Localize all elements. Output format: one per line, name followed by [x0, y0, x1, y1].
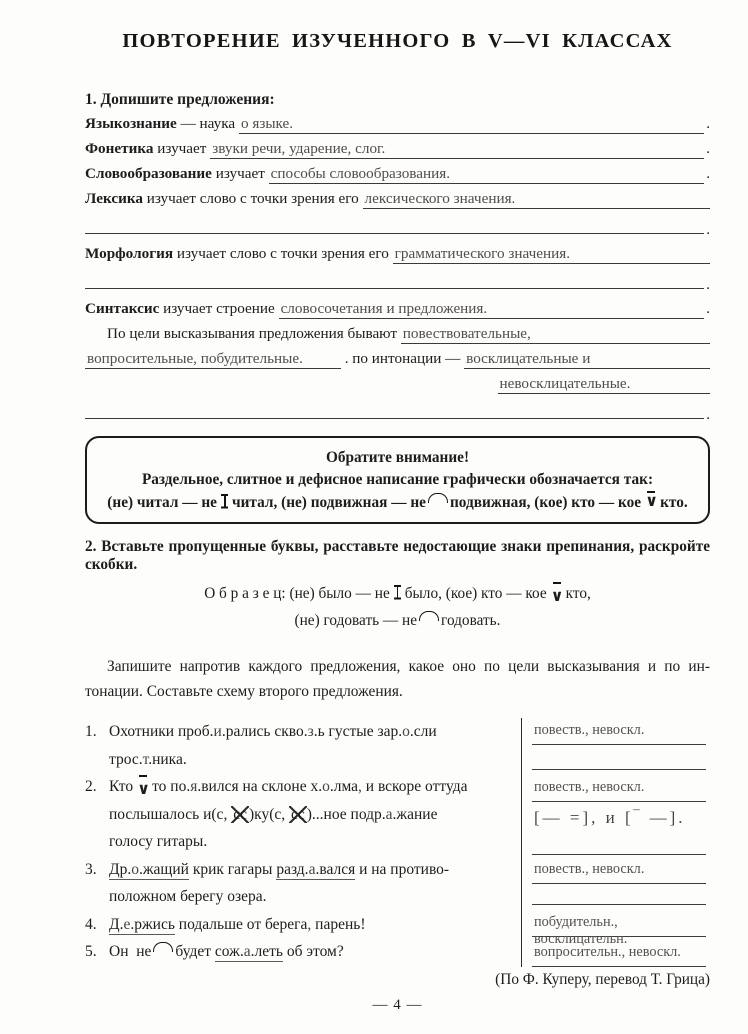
notice-title: Обратите внимание! — [325, 449, 470, 466]
handwritten-letter: е — [123, 915, 131, 933]
handwritten-letter: т — [142, 750, 149, 768]
handwritten-letter: о — [131, 860, 139, 878]
line-end-period: . — [706, 165, 710, 182]
answer-text: повеств., невоскл. — [532, 779, 706, 802]
term-text: Лексика — [85, 190, 143, 207]
printed-text: .ь густые зар. — [313, 723, 403, 740]
printed-text: изучает — [153, 140, 211, 157]
fill-in-answer-line: грамматического значения. — [393, 245, 710, 264]
printed-text: (не) читал — не — [107, 494, 217, 511]
printed-text: О б р а з е ц: (не) было — не — [204, 585, 390, 602]
instruction-line2: тонации. Составьте схему второго предложения. — [85, 683, 403, 700]
fused-mark-icon — [419, 611, 439, 621]
instruction-paragraph — [85, 654, 710, 704]
answer-text: повеств., невоскл. — [532, 722, 706, 745]
hyphen-mark-icon — [643, 493, 658, 511]
sample-line1 — [85, 580, 710, 607]
crossed-out-letters: сс — [233, 805, 247, 823]
handwritten-letter: я — [190, 778, 198, 795]
hyphen-mark-icon — [135, 777, 150, 795]
printed-text: и на противо- — [355, 860, 450, 878]
printed-text: голосу гитары. — [109, 833, 208, 850]
handwritten-letter: и — [213, 723, 222, 740]
sentence-text — [109, 718, 521, 773]
printed-text: Др. — [109, 860, 132, 878]
sentence-number: 5. — [85, 943, 97, 960]
page-title: ПОВТОРЕНИЕ ИЗУЧЕННОГО В V—VI КЛАССАХ — [122, 30, 673, 52]
line-end-period: . — [706, 221, 710, 238]
printed-text: изучает строение — [159, 300, 279, 317]
sentence-number: 1. — [85, 723, 97, 740]
fill-in-answer-line: способы словообразования. — [269, 165, 705, 184]
blank-answer-line — [532, 887, 706, 905]
sentence-item — [85, 856, 521, 911]
printed-text: трос. — [109, 750, 143, 768]
printed-text: .рались скво. — [221, 723, 308, 740]
printed-text: .сли — [409, 723, 437, 740]
printed-text: будет — [175, 943, 215, 960]
task1-line — [85, 350, 710, 369]
printed-text: Кто — [109, 778, 134, 795]
fill-in-answer-line — [85, 400, 704, 419]
fill-in-answer-line — [85, 215, 704, 234]
term-text: Морфология — [85, 245, 174, 262]
term-text: Синтаксис — [85, 300, 160, 317]
printed-text: разд. — [276, 860, 309, 878]
printed-text: подвижная, (кое) кто — кое — [449, 494, 642, 511]
answer-text: повеств., невоскл. — [532, 861, 706, 884]
task1-line — [85, 270, 710, 294]
fill-in-answer-line: восклицательные и — [464, 350, 710, 369]
printed-text: Охотники проб. — [109, 723, 214, 740]
sentence-text — [109, 773, 521, 856]
crossed-out-letters: сс — [290, 805, 305, 823]
fused-mark-icon — [428, 493, 448, 503]
printed-text: )...ное подр. — [306, 805, 386, 823]
printed-text: и вскоре оттуда — [361, 778, 468, 795]
line-end-period: . — [706, 115, 710, 132]
fill-in-answer-line: словосочетания и предложения. — [279, 300, 705, 319]
handwritten-letter: , — [307, 915, 312, 933]
task2-heading-line2: скобки. — [85, 556, 138, 573]
sample-line2 — [85, 607, 710, 634]
blank-answer-line — [532, 752, 706, 770]
printed-text: то по. — [152, 778, 191, 795]
line-end-period: . — [706, 406, 710, 423]
task1-line — [85, 115, 710, 134]
printed-text: изучает слово с точки зрения его — [173, 245, 393, 262]
sentence-item — [85, 718, 521, 773]
printed-text: об этом? — [282, 943, 344, 960]
task1-line — [85, 400, 710, 424]
notice-example — [97, 493, 698, 512]
sample-block — [85, 580, 710, 634]
notice-subtitle: Раздельное, слитное и дефисное написание графически обозначается так: — [141, 471, 654, 488]
handwritten-letter: а — [308, 860, 316, 878]
printed-text: кто. — [660, 494, 688, 511]
handwritten-letter: з — [307, 723, 314, 740]
sentence-item — [85, 911, 521, 939]
task2-heading-line1: 2. Вставьте пропущенные буквы, расставьте недостающие знаки препинания, раскройте — [85, 538, 710, 555]
printed-text: кто, — [565, 585, 591, 602]
fill-in-answer-line: повествовательные, — [401, 325, 710, 344]
handwritten-letter: , — [358, 778, 362, 795]
fill-in-answer-line: невосклицательные. — [498, 375, 711, 394]
task1-lines — [85, 115, 710, 424]
handwritten-letter: а — [243, 943, 251, 960]
instruction-line1: Запишите напротив каждого предложения, какое оно по цели высказывания и по ин- — [107, 658, 710, 675]
printed-text: .жащий — [138, 860, 189, 878]
task1-line — [85, 140, 710, 159]
source-credit: (По Ф. Куперу, перевод Т. Грица) — [495, 971, 710, 988]
printed-text: подальше от берега — [174, 915, 308, 933]
printed-text: крик гагары — [188, 860, 277, 878]
printed-text: парень! — [311, 915, 366, 933]
printed-text: положном берегу озера. — [109, 888, 267, 905]
printed-text: .ржись — [130, 915, 175, 933]
blank-answer-line — [532, 837, 706, 855]
separate-mark-icon — [392, 584, 403, 601]
task1-line — [85, 215, 710, 239]
sentence-number: 4. — [85, 915, 97, 933]
printed-text: — наука — [176, 115, 239, 132]
printed-text: . по интонации — — [340, 350, 465, 367]
term-text: Языкознание — [85, 115, 177, 132]
sentence-item — [85, 938, 521, 966]
sentence-list — [85, 718, 521, 967]
sentence-text — [109, 911, 521, 939]
printed-text: .вался — [315, 860, 356, 878]
handwritten-letter: а — [385, 805, 393, 823]
printed-text: .жание — [392, 805, 438, 823]
answer-text: вопросительн., невоскл. — [532, 944, 706, 967]
exercise-area — [85, 718, 710, 967]
printed-text: сож. — [214, 943, 244, 960]
printed-text: читал, (не) подвижная — не — [231, 494, 426, 511]
fill-in-answer-line: лексического значения. — [363, 190, 710, 209]
line-end-period: . — [706, 140, 710, 157]
notice-box — [85, 436, 710, 524]
term-text: Словообразование — [85, 165, 212, 182]
task2-heading — [85, 538, 710, 574]
handwritten-letter: о — [322, 778, 330, 795]
printed-text: послышалось и(с, — [109, 805, 232, 823]
task1-line — [85, 375, 710, 394]
line-end-period: . — [706, 300, 710, 317]
printed-text: .леть — [250, 943, 283, 960]
handwritten-letter: о — [402, 723, 410, 740]
sentence-number: 3. — [85, 860, 97, 878]
task1-line — [85, 325, 710, 344]
answers-column — [521, 718, 710, 967]
printed-text: Он не — [109, 943, 152, 960]
printed-text: годовать. — [441, 612, 501, 629]
task1-line — [85, 190, 710, 209]
hyphen-mark-icon — [549, 584, 564, 602]
line-end-period: . — [706, 276, 710, 293]
printed-text: .вился на склоне х. — [197, 778, 323, 795]
printed-text: По цели высказывания предложения бывают — [107, 325, 401, 342]
task1-line — [85, 165, 710, 184]
term-text: Фонетика — [85, 140, 154, 157]
printed-text: было, (кое) кто — кое — [404, 585, 547, 602]
task1-line — [85, 245, 710, 264]
printed-text: (не) годовать — не — [294, 612, 418, 629]
sentence-item — [85, 773, 521, 856]
page-number: — 4 — — [372, 997, 423, 1013]
sentence-number: 2. — [85, 778, 97, 795]
printed-text: )ку(с, — [248, 805, 289, 823]
fill-in-answer-line — [85, 270, 704, 289]
task1-line — [85, 300, 710, 319]
sentence-scheme: [— =], и [‾ —]. — [534, 808, 686, 827]
printed-text: .лма — [329, 778, 359, 795]
fill-in-answer-line: звуки речи, ударение, слог. — [210, 140, 704, 159]
printed-text: Д. — [109, 915, 124, 933]
sentence-text — [109, 856, 521, 911]
printed-text: изучает — [211, 165, 269, 182]
fused-mark-icon — [153, 942, 173, 952]
task1-heading: 1. Допишите предложения: — [85, 91, 275, 108]
printed-text: изучает слово с точки зрения его — [142, 190, 363, 207]
separate-mark-icon — [219, 493, 230, 510]
fill-in-answer-line: о языке. — [239, 115, 704, 134]
fill-in-answer-line: вопросительные, побудительные. — [85, 350, 341, 369]
answer-text: побудительн., восклицательн. — [532, 914, 706, 937]
sentence-text — [109, 938, 521, 966]
printed-text: .ника. — [148, 750, 187, 768]
